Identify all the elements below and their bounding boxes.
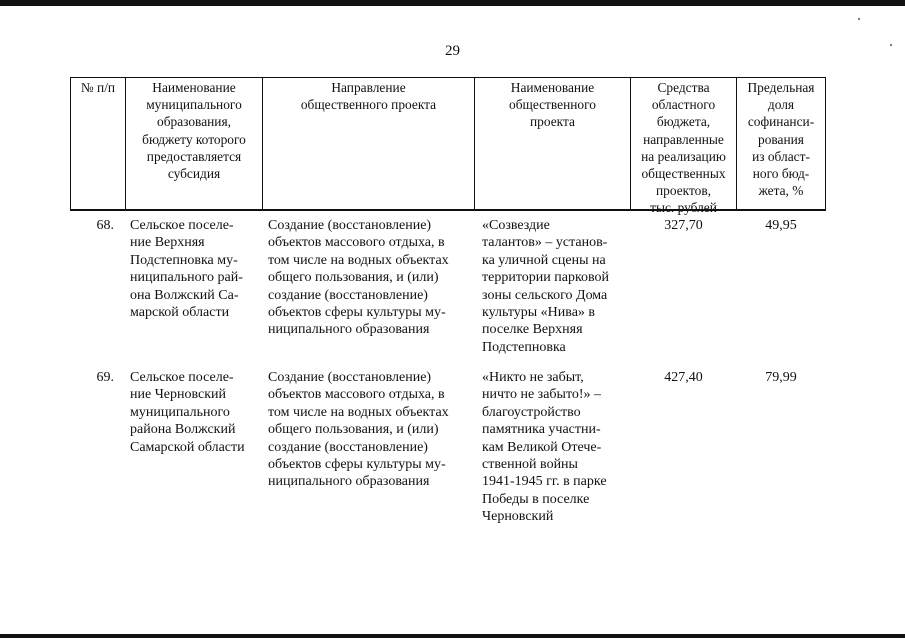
text-line: общего пользования, и (или) (268, 270, 439, 286)
text-line: «Никто не забыт, (482, 370, 584, 385)
text-line: ственной войны (482, 457, 578, 473)
text-line: марской области (130, 305, 230, 321)
text-line: том числе на водных объектах (268, 252, 449, 268)
text-line: ниципального образования (268, 322, 430, 338)
text-line: культуры «Нива» в (482, 305, 596, 321)
header-line: ного бюд- (752, 166, 810, 182)
page-number: 29 (445, 43, 460, 59)
text-line: памятника участни- (482, 422, 601, 438)
text-line: ние Черновский (130, 387, 227, 403)
header-line: Предельная (747, 80, 815, 95)
header-line: Средства (657, 80, 710, 95)
header-line: общественного (509, 97, 596, 113)
header-line: софинанси- (747, 114, 815, 130)
header-line: жета, % (758, 183, 804, 199)
header-line: направленные (643, 131, 724, 147)
text-line: ние Верхняя (130, 235, 205, 251)
header-line: № п/п (80, 80, 116, 95)
text-line: территории парковой (482, 270, 610, 286)
header-line: тыс. рублей (650, 200, 717, 216)
text-line: общего пользования, и (или) (268, 422, 439, 438)
header-line: общественных (641, 166, 726, 182)
header-cell-share (736, 77, 826, 211)
header-line: проекта (530, 114, 575, 130)
text-line: объектов сферы культуры му- (268, 305, 446, 321)
row-68-direction (268, 217, 474, 339)
row-69-project (482, 369, 632, 526)
text-line: объектов массового отдыха, в (268, 235, 445, 251)
text-line: она Волжский Са- (130, 287, 239, 303)
text-line: поселке Верхняя (482, 322, 583, 338)
text-line: Самарской области (130, 439, 245, 455)
text-line: талантов» – установ- (482, 235, 608, 251)
header-line: субсидия (167, 166, 221, 182)
header-line: бюджету которого (142, 131, 246, 147)
top-border (0, 0, 905, 6)
header-line: предоставляется (146, 148, 242, 164)
text-line: Создание (восстановление) (268, 370, 432, 385)
header-cell-municipality (125, 77, 263, 211)
header-cell-project (474, 77, 631, 211)
row-68-funds: 327,70 (664, 218, 703, 233)
row-69-municipality (130, 369, 265, 456)
header-line: проектов, (655, 183, 712, 199)
text-line: благоустройство (482, 404, 581, 420)
text-line: Подстепновка (482, 339, 566, 355)
header-line: из област- (752, 148, 810, 164)
text-line: Сельское поселе- (130, 218, 234, 233)
header-line: общественного проекта (300, 97, 437, 113)
row-69-direction (268, 369, 474, 491)
header-line: на реализацию (641, 148, 726, 164)
header-line: Наименование (510, 80, 595, 95)
header-line: Наименование (152, 80, 236, 95)
row-69-share: 79,99 (765, 370, 797, 385)
text-line: зоны сельского Дома (482, 287, 608, 303)
text-line: создание (восстановление) (268, 287, 428, 303)
header-line: доля (767, 97, 795, 113)
header-cell-number (70, 77, 126, 211)
row-68-share: 49,95 (765, 218, 797, 233)
row-68-number: 68. (96, 218, 114, 233)
text-line: объектов сферы культуры му- (268, 457, 446, 473)
text-line: Сельское поселе- (130, 370, 234, 385)
row-68-municipality (130, 217, 265, 321)
text-line: района Волжский (130, 422, 236, 438)
header-line: муниципального (146, 97, 242, 113)
text-line: создание (восстановление) (268, 439, 428, 455)
scan-speck (858, 18, 860, 20)
header-line: бюджета, (656, 114, 711, 130)
text-line: Черновский (482, 509, 554, 525)
text-line: 1941-1945 гг. в парке (482, 474, 607, 490)
row-69-number: 69. (96, 370, 114, 385)
header-cell-funds (630, 77, 737, 216)
row-69-funds: 427,40 (664, 370, 703, 385)
text-line: «Созвездие (482, 218, 550, 233)
header-line: областного (651, 97, 716, 113)
text-line: Подстепновка му- (130, 252, 238, 268)
text-line: ниципального образования (268, 474, 430, 490)
text-line: ка уличной сцены на (482, 252, 606, 268)
bottom-border (0, 634, 905, 638)
header-cell-direction (262, 77, 475, 211)
text-line: объектов массового отдыха, в (268, 387, 445, 403)
text-line: кам Великой Отече- (482, 439, 602, 455)
text-line: ничто не забыто!» – (482, 387, 602, 403)
header-line: образования, (157, 114, 231, 130)
text-line: ниципального рай- (130, 270, 243, 286)
text-line: Победы в поселке (482, 491, 590, 507)
text-line: том числе на водных объектах (268, 404, 449, 420)
header-line: рования (758, 131, 804, 147)
header-lines-0 (71, 78, 125, 96)
text-line: муниципального (130, 404, 230, 420)
row-68-project (482, 217, 632, 356)
text-line: Создание (восстановление) (268, 218, 432, 233)
header-line: Направление (331, 80, 406, 95)
